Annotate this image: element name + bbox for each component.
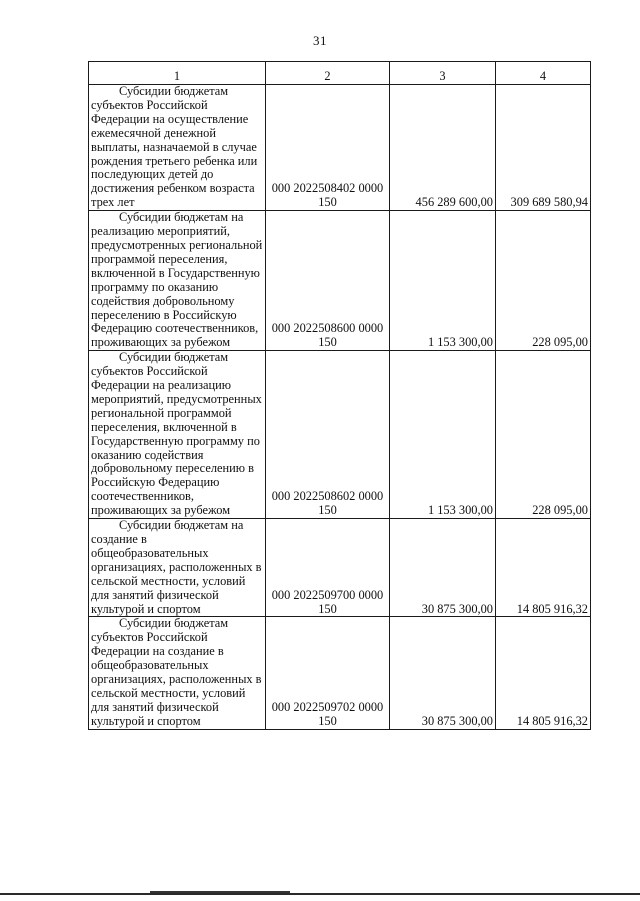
row-budget-code	[266, 211, 390, 351]
row-budget-code	[266, 519, 390, 617]
budget-code-suffix: 150	[318, 195, 337, 210]
table-header-row	[89, 62, 591, 85]
row-amount-plan: 30 875 300,00	[390, 519, 496, 617]
table-row	[89, 211, 591, 351]
budget-code-suffix: 150	[318, 713, 337, 728]
row-description: Субсидии бюджетам субъектов Российской Федерации на реализацию мероприятий, предусмотренных региональной программой переселения, включенной в Государственную программу по оказанию содействия добровольному переселению в Российскую Федерацию соотечественников, проживающих за рубежом	[89, 351, 266, 519]
row-budget-code	[266, 617, 390, 729]
table-row	[89, 617, 591, 729]
column-header-3: 3	[390, 62, 496, 85]
row-amount-actual: 309 689 580,94	[496, 85, 591, 211]
table-row	[89, 519, 591, 617]
budget-code-suffix: 150	[318, 601, 337, 616]
budget-code-main: 000 2022508402 0000	[271, 181, 384, 196]
table-row	[89, 85, 591, 211]
table-row	[89, 351, 591, 519]
column-header-2: 2	[266, 62, 390, 85]
footer-divider	[0, 893, 640, 895]
column-header-1: 1	[89, 62, 266, 85]
row-amount-actual: 14 805 916,32	[496, 617, 591, 729]
row-amount-plan: 1 153 300,00	[390, 211, 496, 351]
row-amount-plan: 456 289 600,00	[390, 85, 496, 211]
row-amount-actual: 14 805 916,32	[496, 519, 591, 617]
row-amount-actual: 228 095,00	[496, 211, 591, 351]
budget-code-main: 000 2022509702 0000	[271, 699, 384, 714]
budget-code-suffix: 150	[318, 335, 337, 350]
row-amount-plan: 30 875 300,00	[390, 617, 496, 729]
column-header-4: 4	[496, 62, 591, 85]
page-number: 31	[313, 33, 327, 48]
budget-subsidies-table	[88, 61, 591, 730]
row-description: Субсидии бюджетам на создание в общеобразовательных организациях, расположенных в сельской местности, условий для занятий физической культурой и спортом	[89, 519, 266, 617]
row-description: Субсидии бюджетам на реализацию мероприятий, предусмотренных региональной программой переселения, включенной в Государственную программу по оказанию содействия добровольному переселению в Российскую Федерацию соотечественников, проживающих за рубежом	[89, 211, 266, 351]
budget-code-suffix: 150	[318, 503, 337, 518]
row-budget-code	[266, 85, 390, 211]
row-amount-actual: 228 095,00	[496, 351, 591, 519]
row-budget-code	[266, 351, 390, 519]
row-amount-plan: 1 153 300,00	[390, 351, 496, 519]
row-description: Субсидии бюджетам субъектов Российской Федерации на создание в общеобразовательных организациях, расположенных в сельской местности, условий для занятий физической культурой и спортом	[89, 617, 266, 729]
budget-code-main: 000 2022509700 0000	[271, 587, 384, 602]
row-description: Субсидии бюджетам субъектов Российской Федерации на осуществление ежемесячной денежной выплаты, назначаемой в случае рождения третьего ребенка или последующих детей до достижения ребенком возраста трех лет	[89, 85, 266, 211]
budget-code-main: 000 2022508602 0000	[271, 489, 384, 504]
budget-code-main: 000 2022508600 0000	[271, 321, 384, 336]
